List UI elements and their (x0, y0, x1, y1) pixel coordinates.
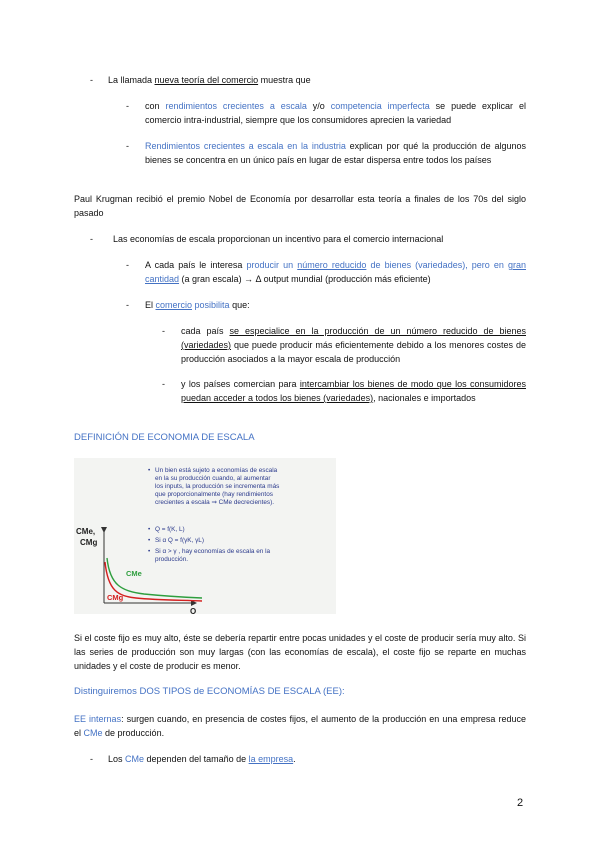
figure-bullet-1-line: los inputs, la producción se incrementa más (155, 483, 280, 490)
bullet-dash: - (90, 75, 93, 85)
figure-bullet-4 (155, 548, 272, 563)
paragraph-industry-returns (145, 139, 526, 167)
bullet-dash: - (126, 141, 129, 151)
paragraph-trade-enables (145, 298, 526, 312)
text: A cada país le interesa (145, 260, 247, 270)
figure-bullet-4-line: Si α > γ , hay economías de escala en la (155, 548, 271, 555)
paragraph-economies-incentive: Las economías de escala proporcionan un incentivo para el comercio internacional (113, 234, 444, 244)
cme-curve (107, 558, 202, 598)
text: dependen del tamaño de (144, 754, 249, 764)
term-cme: CMe (125, 754, 145, 764)
company-link[interactable]: la empresa (248, 754, 294, 764)
figure-bullet-2: Q = f(K, L) (155, 526, 185, 533)
term-cme: CMe (83, 728, 103, 738)
figure-bullet-1-line: crecientes a escala ⇒ CMe decrecientes). (155, 499, 275, 506)
bullet-dash: - (126, 260, 129, 270)
y-axis-label-cmg: CMg (80, 538, 98, 547)
y-axis-label-cme: CMe, (76, 527, 96, 536)
bullet-dash: - (162, 326, 165, 336)
paragraph-each-country (145, 258, 526, 286)
term-goods: de bienes (variedades), pero en (366, 260, 508, 270)
text: explican por qué la producción de algunos bienes se concentra en un único país en lugar de estar dispersa entre todos los países (145, 141, 526, 165)
paragraph-internal-ee (74, 712, 526, 740)
bullet-dash: - (90, 234, 93, 244)
text: . (293, 754, 296, 764)
figure-bullet-4-line: producción. (155, 556, 189, 563)
reduced-number-link[interactable]: número reducido (297, 260, 367, 270)
text: que puede producir más eficientemente debido a los menores costes de producción asociados a la mayor escala de producción (181, 340, 526, 364)
cmg-label: CMg (107, 593, 124, 602)
term-internal-ee: EE internas (74, 714, 122, 724)
cme-label: CMe (126, 569, 142, 578)
paragraph-fixed-cost: Si el coste fijo es muy alto, éste se debería repartir entre pocas unidades y el coste de producir sería muy alto. Si las series de producción son muy largas (con las economías de escala), el coste fijo se reparte en muchas unidades y el coste de producir es menor. (74, 633, 526, 671)
text: Los (108, 754, 126, 764)
section-heading-definition: DEFINICIÓN DE ECONOMIA DE ESCALA (74, 432, 255, 443)
figure-bullet-marker: • (148, 526, 151, 533)
bullet-dash: - (126, 300, 129, 310)
text: : surgen cuando, en presencia de costes fijos, el aumento de la producción en una empresa reduce el (74, 714, 526, 738)
section-heading-types: Distinguiremos DOS TIPOS de ECONOMÍAS DE ESCALA (EE): (74, 686, 345, 697)
large-quantity-link[interactable]: gran cantidad (145, 260, 527, 284)
paragraph-specialize (181, 324, 526, 366)
paragraph-krugman: Paul Krugman recibió el premio Nobel de Economía por desarrollar esta teoría a finales de los 70s del siglo pasado (74, 194, 526, 218)
trade-link[interactable]: comercio (155, 300, 193, 310)
bullet-dash: - (162, 379, 165, 389)
text: (a gran escala) → Δ output mundial (producción más eficiente) (179, 274, 431, 284)
figure-bullet-marker: • (148, 537, 151, 544)
new-trade-theory-link[interactable]: nueva teoría del comercio (154, 75, 259, 85)
figure-bullet-1-line: que proporcionalmente (hay rendimientos (155, 491, 273, 498)
term-imperfect-competition: competencia imperfecta (330, 101, 430, 111)
figure-bullet-marker: • (148, 548, 151, 555)
figure-bullet-1 (155, 467, 281, 506)
underlined-exchange: intercambiar los bienes de modo que los consumidores puedan acceder a todos los bienes (variedades) (181, 379, 526, 403)
paragraph-increasing-returns (145, 99, 526, 127)
underlined-specialize: se especialice en la producción de un número reducido de bienes (variedades) (181, 326, 526, 350)
text: La llamada (108, 75, 155, 85)
text: El (145, 300, 156, 310)
term-produce: producir un (246, 260, 298, 270)
bullet-dash: - (90, 754, 93, 764)
term-increasing-returns: rendimientos crecientes a escala (165, 101, 307, 111)
text: , nacionales e importados (373, 393, 476, 403)
term-industry-returns: Rendimientos crecientes a escala en la industria (145, 141, 346, 151)
figure-bullet-marker: • (148, 467, 151, 474)
figure-svg (74, 458, 336, 614)
figure-bullet-1-line: Un bien está sujeto a economías de escala (155, 467, 278, 474)
text: muestra que (258, 75, 311, 85)
term-enables: posibilita (192, 300, 230, 310)
paragraph-exchange (181, 377, 526, 405)
figure-bullet-3: Si α Q = f(γK, γL) (155, 537, 204, 544)
text: cada país (181, 326, 230, 336)
text: y/o (306, 101, 331, 111)
figure-bullet-1-line: en la su producción cuando, al aumentar (155, 475, 271, 482)
text: y los países comercian para (181, 379, 300, 389)
text: con (145, 101, 166, 111)
economies-of-scale-figure (74, 458, 336, 614)
paragraph-cme-depends (108, 752, 528, 766)
x-axis-label: Q (190, 607, 197, 614)
bullet-dash: - (126, 101, 129, 111)
text: de producción. (102, 728, 165, 738)
paragraph-new-trade-theory (108, 73, 528, 87)
text: se puede explicar el comercio intra-industrial, siempre que los consumidores aprecien la variedad (145, 101, 526, 125)
text: que: (229, 300, 250, 310)
page-number: 2 (517, 797, 524, 809)
